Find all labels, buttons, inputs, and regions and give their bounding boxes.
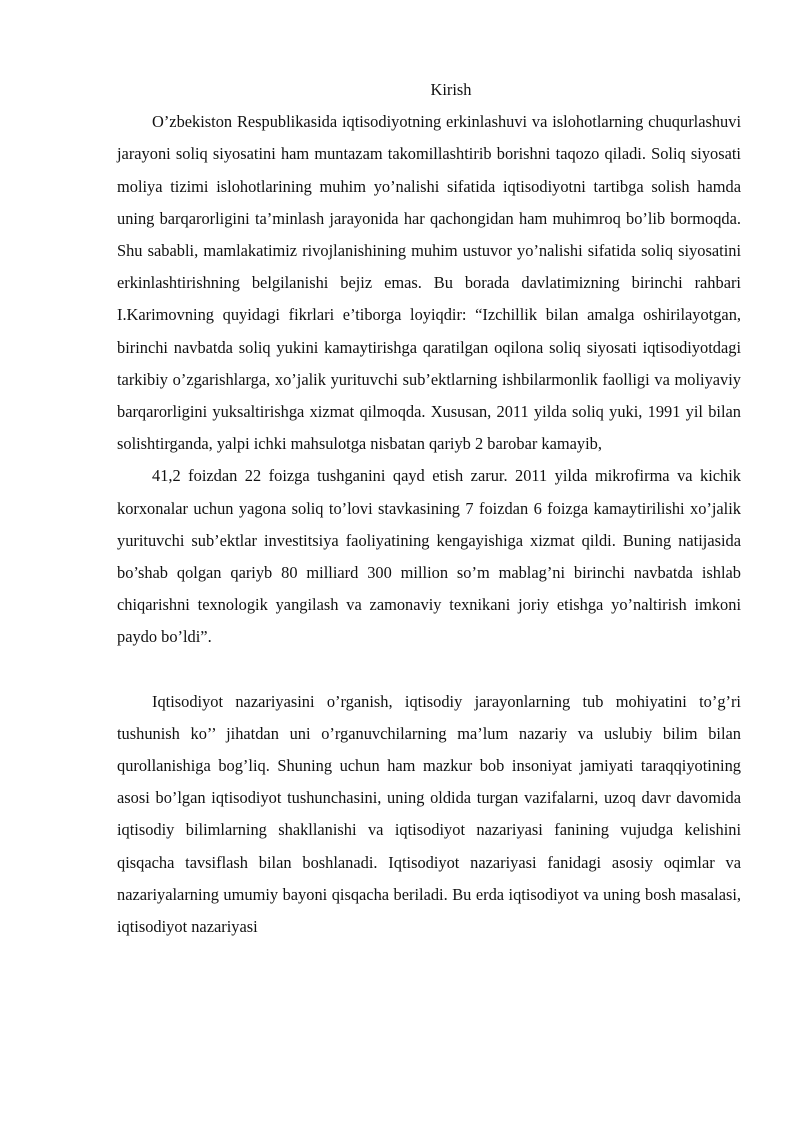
paragraph-1: O’zbekiston Respublikasida iqtisodiyotning erkinlashuvi va islohotlarning chuqurlashuvi jarayoni soliq siyosatini ham muntazam takomillashtirib borishni taqozo qiladi. Soliq siyosati moliya tizimi islohotlarining muhim yo’nalishi sifatida iqtisodiyotni tartibga solish hamda uning barqarorligini ta’minlash jarayonida har qachongidan ham muhimroq bo’lib bormoqda. Shu sababli, mamlakatimiz rivojlanishining muhim ustuvor yo’nalishi sifatida soliq siyosatini erkinlashtirishning belgilanishi bejiz emas. Bu borada davlatimizning birinchi rahbari I.Karimovning quyidagi fikrlari e’tiborga loyiqdir: “Izchillik bilan amalga oshirilayotgan, birinchi navbatda soliq yukini kamaytirishga qaratilgan oqilona soliq siyosati iqtisodiyotdagi tarkibiy o’zgarishlarga, xo’jalik yurituvchi sub’ektlarning ishbilarmonlik faolligi va moliyaviy barqarorligini yuksaltirishga xizmat qilmoqda. Xususan, 2011 yilda soliq yuki, 1991 yil bilan solishtirganda, yalpi ichki mahsulotga nisbatan qariyb 2 barobar kamayib, — [117, 112, 741, 454]
paragraph-2: 41,2 foizdan 22 foizga tushganini qayd etish zarur. 2011 yilda mikrofirma va kichik korxonalar uchun yagona soliq to’lovi stavkasining 7 foizdan 6 foizga kamaytirilishi xo’jalik yurituvchi sub’ektlar investitsiya faoliyatining kengayishiga xizmat qildi. Buning natijasida bo’shab qolgan qariyb 80 milliard 300 million so’m mablag’ni birinchi navbatda ishlab chiqarishni texnologik yangilash va zamonaviy texnikani joriy etishga yo’naltirish imkoni paydo bo’ldi”. — [117, 466, 741, 647]
paragraph-spacer — [117, 654, 741, 686]
document-page — [117, 74, 741, 943]
page-title: Kirish — [430, 80, 472, 99]
paragraph-3: Iqtisodiyot nazariyasini o’rganish, iqtisodiy jarayonlarning tub mohiyatini to’g’ri tushunish ko’’ jihatdan uni o’rganuvchilarning ma’lum nazariy va uslubiy bilim bilan qurollanishiga bog’liq. Shuning uchun ham mazkur bob insoniyat jamiyati taraqqiyotining asosi bo’lgan iqtisodiyot tushunchasini, uning oldida turgan vazifalarni, uzoq davr davomida iqtisodiy bilimlarning shakllanishi va iqtisodiyot nazariyasi fanining vujudga kelishini qisqacha tavsiflash bilan boshlanadi. Iqtisodiyot nazariyasi fanidagi asosiy oqimlar va nazariyalarning umumiy bayoni qisqacha beriladi. Bu erda iqtisodiyot va uning bosh masalasi, iqtisodiyot nazariyasi — [117, 691, 741, 937]
